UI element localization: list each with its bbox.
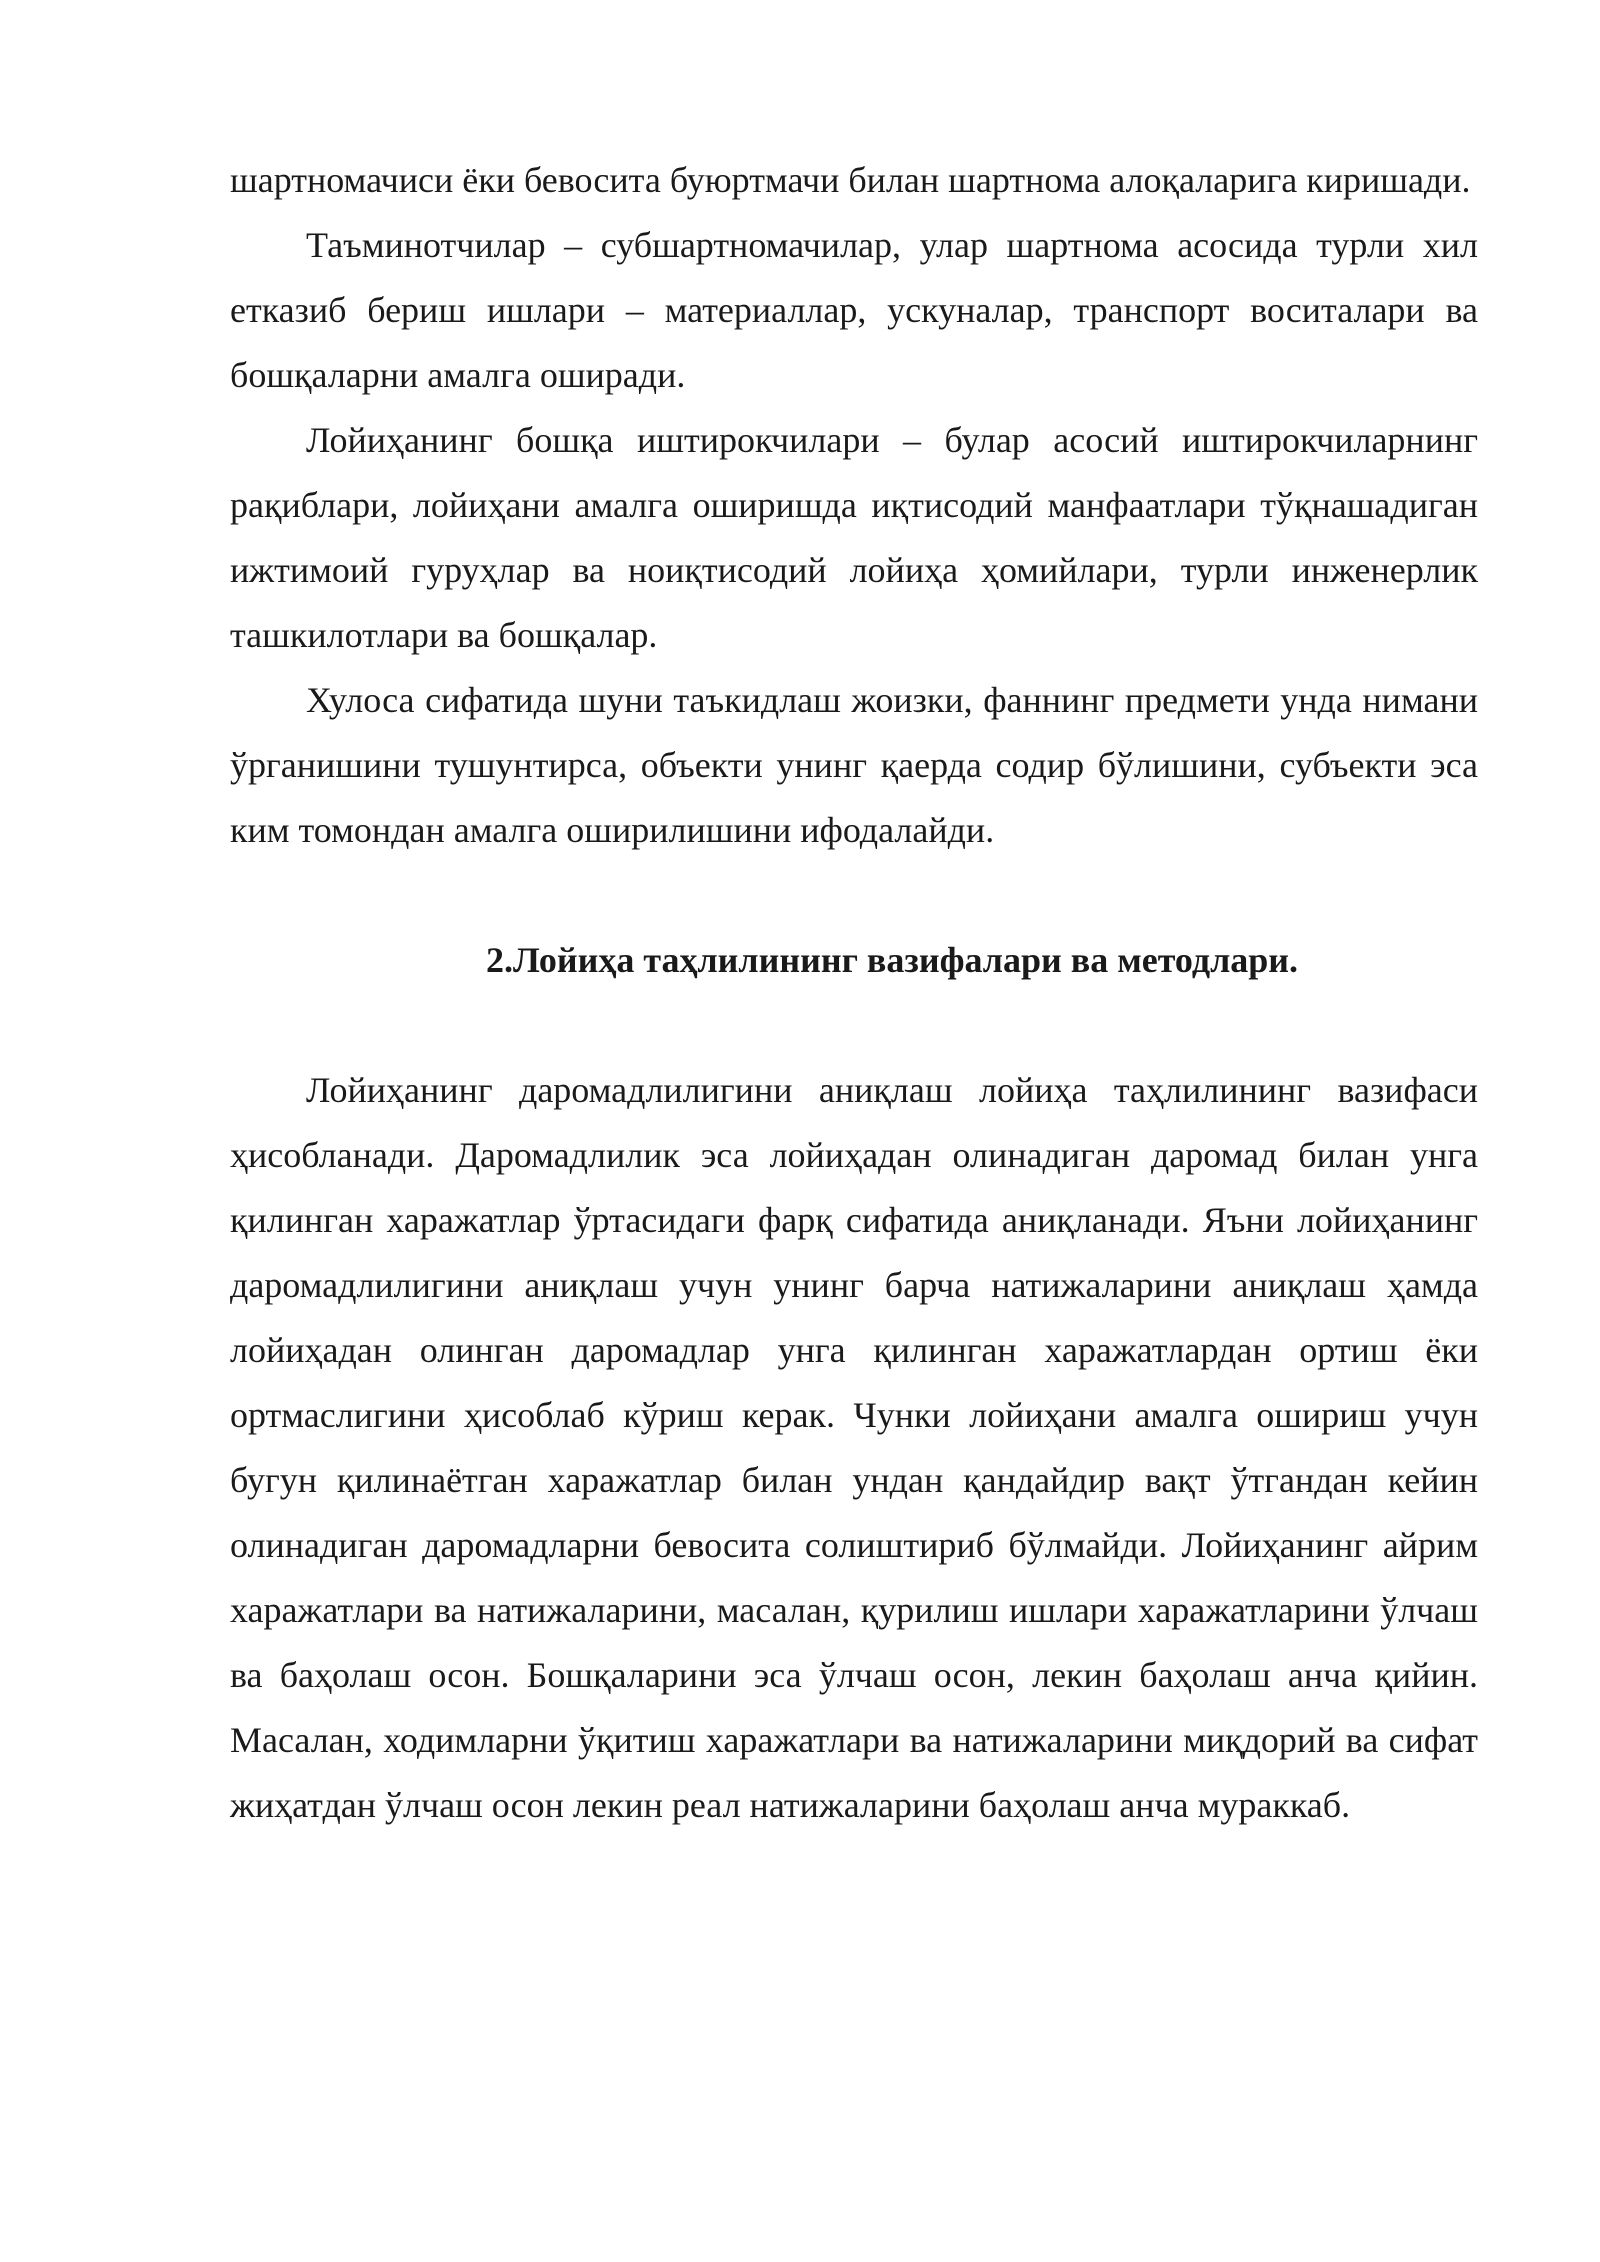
paragraph-profitability: Лойиҳанинг даромадлилигини аниқлаш лойиҳа таҳлилининг вазифаси ҳисобланади. Даромадлилик эса лойиҳадан олинадиган даромад билан унга қилинган харажатлар ўртасидаги фарқ сифатида аниқланади. Яъни лойиҳанинг даромадлилигини аниқлаш учун унинг барча натижаларини аниқлаш ҳамда лойиҳадан олинган даромадлар унга қилинган харажатлардан ортиш ёки ортмаслигини ҳисоблаб кўриш керак. Чунки лойиҳани амалга ошириш учун бугун қилинаётган харажатлар билан ундан қандайдир вақт ўтгандан кейин олинадиган даромадларни бевосита солиштириб бўлмайди. Лойиҳанинг айрим харажатлари ва натижаларини, масалан, қурилиш ишлари харажатларини ўлчаш ва баҳолаш осон. Бошқаларини эса ўлчаш осон, лекин баҳолаш анча қийин. Масалан, ходимларни ўқитиш харажатлари ва натижаларини миқдорий ва сифат жиҳатдан ўлчаш осон лекин реал натижаларини баҳолаш анча мураккаб. [230, 1070, 1478, 1825]
paragraph-conclusion: Хулоса сифатида шуни таъкидлаш жоизки, фаннинг предмети унда нимани ўрганишини тушунтирса, объекти унинг қаерда содир бўлишини, субъекти эса ким томондан амалга оширилишини ифодалайди. [230, 680, 1478, 850]
paragraph-suppliers: Таъминотчилар – субшартномачилар, улар шартнома асосида турли хил етказиб бериш ишлари – материаллар, ускуналар, транспорт воситалари ва бошқаларни амалга оширади. [230, 225, 1478, 395]
document-page [230, 148, 1478, 1838]
section-heading: 2.Лойиҳа таҳлилининг вазифалари ва методлари. [485, 940, 1299, 980]
spacer [230, 993, 1478, 1058]
paragraph-continuation: шартномачиси ёки бевосита буюртмачи билан шартнома алоқаларига киришади. [230, 160, 1471, 200]
paragraph-other-participants: Лойиҳанинг бошқа иштирокчилари – булар асосий иштирокчиларнинг рақиблари, лойиҳани амалга оширишда иқтисодий манфаатлари тўқнашадиган ижтимоий гуруҳлар ва ноиқтисодий лойиҳа ҳомийлари, турли инженерлик ташкилотлари ва бошқалар. [230, 420, 1478, 655]
spacer [230, 863, 1478, 928]
